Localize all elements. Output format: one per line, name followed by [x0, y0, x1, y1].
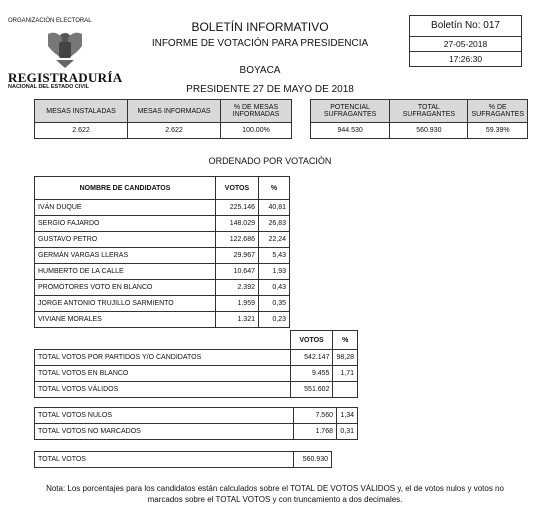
candidate-row	[35, 280, 290, 296]
value-pct-sufragantes: 59.39%	[468, 123, 528, 139]
candidate-cell: JORGE ANTONIO TRUJILLO SARMIENTO	[35, 296, 216, 312]
totals-row	[35, 350, 358, 366]
null-votes-cell: TOTAL VOTOS NO MARCADOS	[35, 424, 294, 440]
candidate-cell: 148.029	[216, 216, 259, 232]
candidate-row	[35, 232, 290, 248]
header-votos: VOTOS	[216, 177, 259, 200]
candidate-row	[35, 264, 290, 280]
page-subtitle: INFORME DE VOTACIÓN PARA PRESIDENCIA	[151, 38, 369, 49]
page-title: BOLETÍN INFORMATIVO	[191, 20, 329, 34]
candidate-cell: SERGIO FAJARDO	[35, 216, 216, 232]
null-votes-cell: 7.560	[294, 408, 337, 424]
candidate-row	[35, 200, 290, 216]
header-potencial: POTENCIAL SUFRAGANTES	[311, 100, 390, 123]
candidate-cell: 2.392	[216, 280, 259, 296]
candidate-cell: IVÁN DUQUE	[35, 200, 216, 216]
candidate-row	[35, 296, 290, 312]
header-mesas-informadas: MESAS INFORMADAS	[128, 100, 221, 123]
election-label: PRESIDENTE 27 DE MAYO DE 2018	[186, 84, 354, 95]
candidate-cell: 0,43	[259, 280, 290, 296]
null-votes-row	[35, 424, 358, 440]
header-totals-votos: VOTOS	[290, 331, 333, 350]
summary-table-sufragantes	[310, 99, 528, 139]
totals-cell: 1,71	[333, 366, 358, 382]
candidate-cell: HUMBERTO DE LA CALLE	[35, 264, 216, 280]
candidate-cell: 1,93	[259, 264, 290, 280]
null-votes-cell: TOTAL VOTOS NULOS	[35, 408, 294, 424]
header-totals-pct: %	[333, 331, 358, 350]
candidate-cell: 29.967	[216, 248, 259, 264]
candidate-row	[35, 248, 290, 264]
footnote: Nota: Los porcentajes para los candidatos están calculados sobre el TOTAL DE VOTOS VÁLIDOS y, el de votos nulos y votos no marcados sobre el TOTAL VOTOS y con truncamiento a dos decimales.	[46, 484, 504, 504]
bulletin-number: Boletín No: 017	[410, 16, 521, 37]
null-votes-cell: 0,31	[337, 424, 358, 440]
candidate-cell: GUSTAVO PETRO	[35, 232, 216, 248]
totals-cell	[333, 382, 358, 398]
total-votes-row	[35, 452, 332, 468]
candidate-cell: 1.321	[216, 312, 259, 328]
candidate-cell: 0,35	[259, 296, 290, 312]
totals-cell: 9.455	[290, 366, 333, 382]
totals-spacer	[35, 331, 291, 350]
value-total-sufragantes: 560.930	[390, 123, 468, 139]
total-votes-cell: TOTAL VOTOS	[35, 452, 294, 468]
totals-row	[35, 382, 358, 398]
order-label: ORDENADO POR VOTACIÓN	[208, 156, 332, 166]
totals-cell: 98,28	[333, 350, 358, 366]
candidate-cell: 225.146	[216, 200, 259, 216]
totals-cell: TOTAL VOTOS POR PARTIDOS Y/O CANDIDATOS	[35, 350, 291, 366]
totals-cell: TOTAL VOTOS EN BLANCO	[35, 366, 291, 382]
header-pct: %	[259, 177, 290, 200]
candidate-cell: 26,83	[259, 216, 290, 232]
null-votes-cell: 1.768	[294, 424, 337, 440]
org-label: ORGANIZACIÓN ELECTORAL	[8, 18, 92, 24]
value-mesas-informadas: 2.622	[128, 123, 221, 139]
value-pct-mesas: 100.00%	[221, 123, 292, 139]
registraduria-logo	[42, 24, 88, 70]
candidate-cell: GERMÁN VARGAS LLERAS	[35, 248, 216, 264]
candidate-cell: 1.959	[216, 296, 259, 312]
totals-cell: 542.147	[290, 350, 333, 366]
totals-cell: 551.602	[290, 382, 333, 398]
null-votes-table	[34, 407, 358, 440]
summary-table-mesas	[34, 99, 292, 139]
header-candidato: NOMBRE DE CANDIDATOS	[35, 177, 216, 200]
total-votes-table	[34, 451, 332, 468]
header-pct-sufragantes: % DE SUFRAGANTES	[468, 100, 528, 123]
candidate-cell: 22,24	[259, 232, 290, 248]
candidate-cell: 10.647	[216, 264, 259, 280]
totals-row	[35, 366, 358, 382]
bulletin-box	[409, 15, 522, 67]
null-votes-cell: 1,34	[337, 408, 358, 424]
bulletin-date: 27-05-2018	[410, 37, 521, 52]
candidate-row	[35, 216, 290, 232]
value-mesas-instaladas: 2.622	[35, 123, 128, 139]
candidate-cell: 122.686	[216, 232, 259, 248]
candidate-cell: 40,81	[259, 200, 290, 216]
header-pct-mesas: % DE MESAS INFORMADAS	[221, 100, 292, 123]
null-votes-row	[35, 408, 358, 424]
value-potencial: 944.530	[311, 123, 390, 139]
header-mesas-instaladas: MESAS INSTALADAS	[35, 100, 128, 123]
candidate-cell: PROMOTORES VOTO EN BLANCO	[35, 280, 216, 296]
candidate-row	[35, 312, 290, 328]
candidates-table	[34, 176, 290, 328]
candidate-cell: VIVIANE MORALES	[35, 312, 216, 328]
totals-table	[34, 330, 358, 398]
totals-cell: TOTAL VOTOS VÁLIDOS	[35, 382, 291, 398]
candidate-cell: 0,23	[259, 312, 290, 328]
total-votes-cell: 560.930	[294, 452, 332, 468]
header-total-sufragantes: TOTAL SUFRAGANTES	[390, 100, 468, 123]
logo-subtext: NACIONAL DEL ESTADO CIVIL	[8, 84, 89, 90]
bulletin-time: 17:26:30	[448, 54, 483, 64]
region-label: BOYACA	[239, 65, 281, 76]
logo-text: REGISTRADURÍA	[8, 70, 123, 85]
candidate-cell: 5,43	[259, 248, 290, 264]
